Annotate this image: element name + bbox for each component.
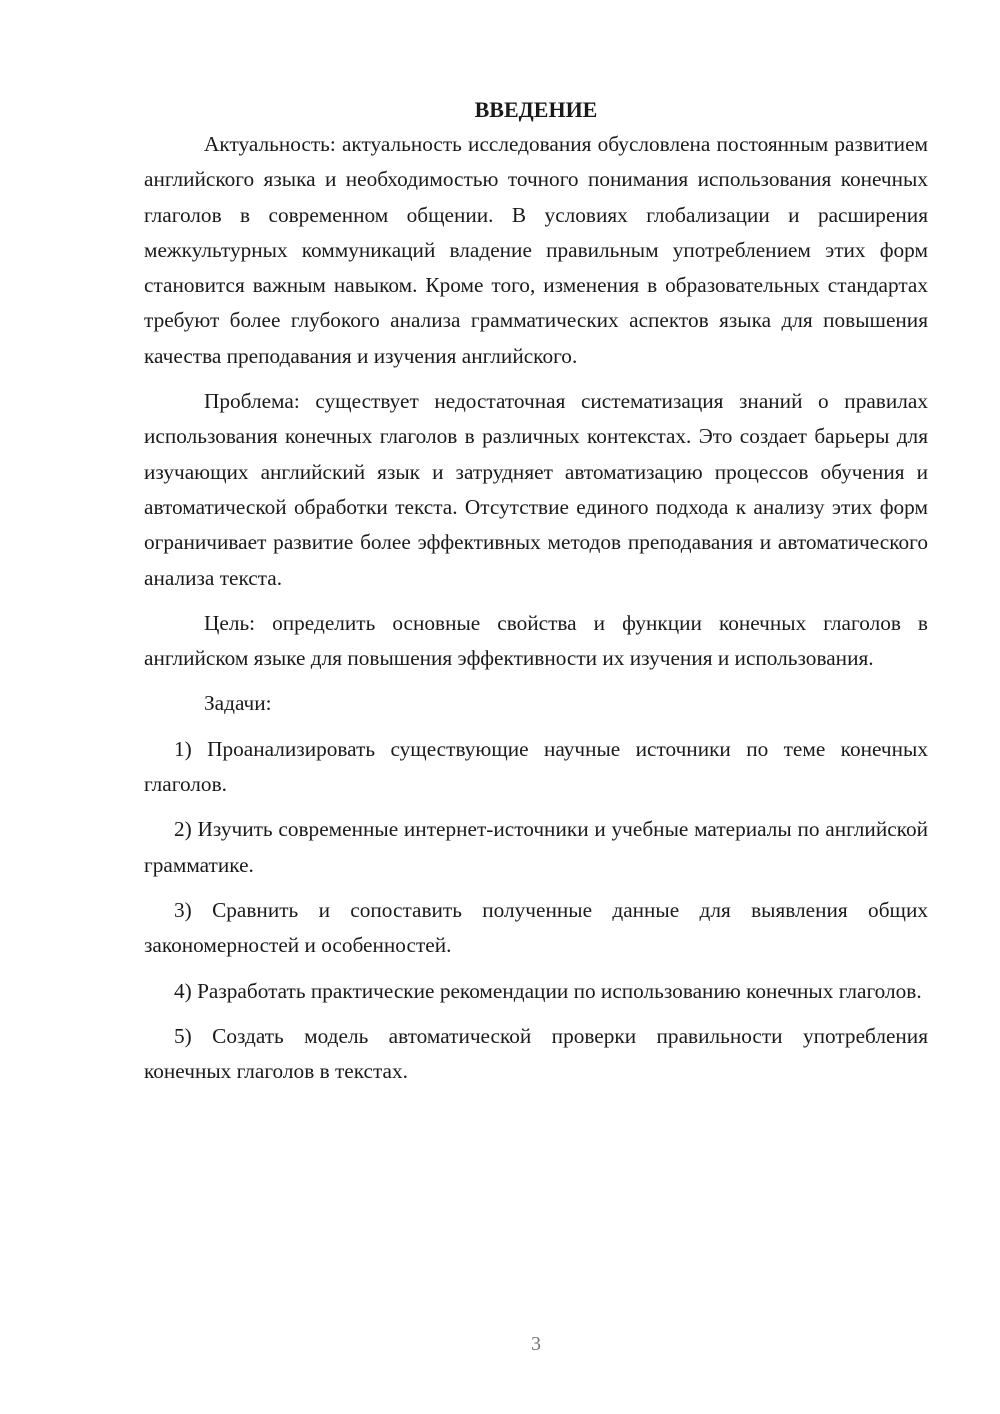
paragraph-relevance: Актуальность: актуальность исследования обусловлена постоянным развитием английского языка и необходимостью точного понимания использования конечных глаголов в современном общении. В условиях глобализации и расширения межкультурных коммуникаций владение правильным употреблением этих форм становится важным навыком. Кроме того, изменения в образовательных стандартах требуют более глубокого анализа грамматических аспектов языка для повышения качества преподавания и изучения английского. bbox=[144, 132, 928, 368]
document-page bbox=[144, 92, 928, 1099]
list-item: 4) Разработать практические рекомендации по использованию конечных глаголов. bbox=[174, 978, 922, 1003]
list-item: 5) Создать модель автоматической проверки правильности употребления конечных глаголов в текстах. bbox=[144, 1023, 928, 1084]
list-item: 1) Проанализировать существующие научные источники по теме конечных глаголов. bbox=[144, 736, 928, 797]
list-item: 3) Сравнить и сопоставить полученные данные для выявления общих закономерностей и особенностей. bbox=[144, 897, 928, 958]
list-item: 2) Изучить современные интернет-источники и учебные материалы по английской грамматике. bbox=[144, 817, 928, 877]
tasks-heading: Задачи: bbox=[204, 691, 272, 716]
page-number: 3 bbox=[531, 1333, 541, 1355]
paragraph-goal: Цель: определить основные свойства и функции конечных глаголов в английском языке для повышения эффективности их изучения и использования. bbox=[144, 610, 928, 671]
paragraph-problem: Проблема: существует недостаточная систематизация знаний о правилах использования конечных глаголов в различных контекстах. Это создает барьеры для изучающих английский язык и затрудняет автоматизацию процессов обучения и автоматической обработки текста. Отсутствие единого подхода к анализу этих форм ограничивает развитие более эффективных методов преподавания и автоматического анализа текста. bbox=[144, 389, 928, 590]
tasks-list bbox=[144, 732, 928, 1090]
section-title: ВВЕДЕНИЕ bbox=[474, 97, 598, 122]
